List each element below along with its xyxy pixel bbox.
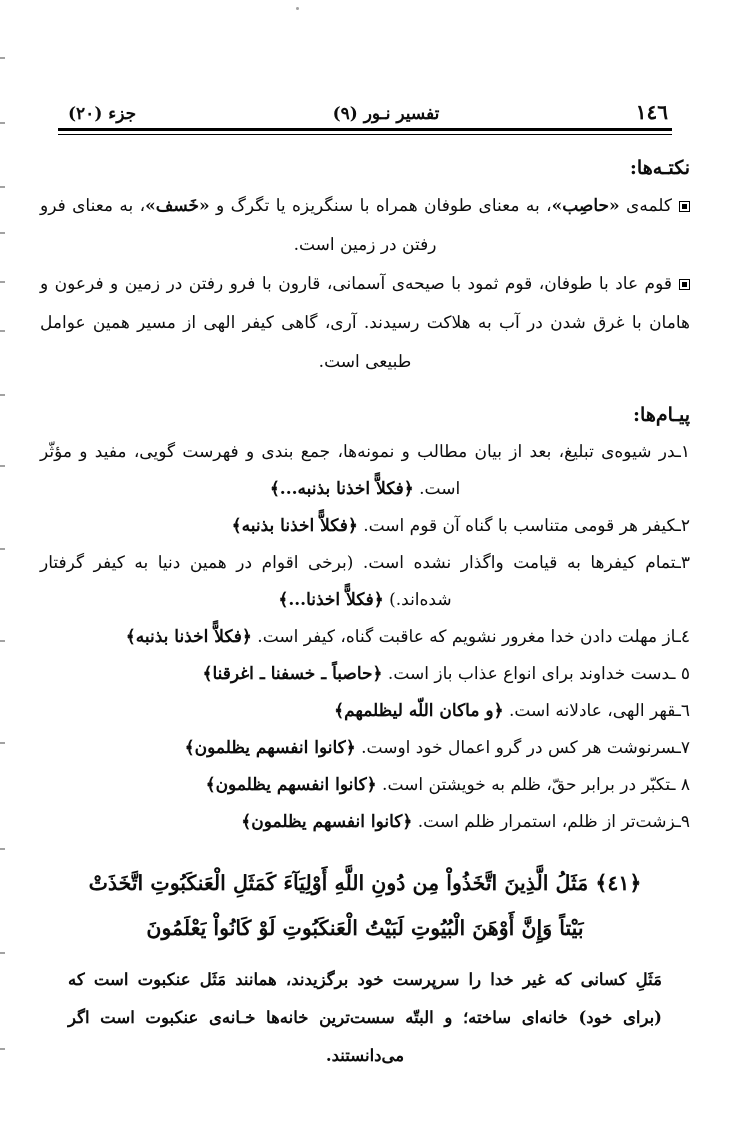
scan-artifact [0,952,5,954]
scan-artifact [0,548,5,550]
message-text: سرنوشت هر کس در گرو اعمال خود اوست. [355,738,676,758]
quran-citation: ﴿حاصباً ـ خسفنا ـ اغرقنا﴾ [202,664,383,684]
message-item-4 [40,619,690,656]
message-item-5 [40,656,690,693]
scan-artifact [0,232,5,234]
quran-citation: ﴿كانوا انفسهم يظلمون﴾ [241,812,413,832]
scan-artifact [296,7,299,10]
note-term-hasib: «حاصِب» [551,196,620,216]
message-text: از مهلت دادن خدا مغرور نشویم که عاقبت گناه، کیفر است. [251,627,676,647]
message-text: کیفر هر قومی متناسب با گناه آن قوم است. [357,516,676,536]
square-bullet-icon [679,201,690,212]
message-number: ٦ـ [675,701,690,721]
message-number: ١ـ [675,442,690,462]
note-term-khasf: «خَسف» [145,196,210,216]
message-item-9 [40,804,690,841]
note-item [40,187,690,265]
quran-citation: ﴿و ماكان اللّه ليظلمهم﴾ [334,701,504,721]
message-item-2 [40,508,690,545]
message-number: ٧ـ [675,738,690,758]
book-title: تفسير نـور (٩) [332,104,440,124]
message-number: ٩ـ [675,812,690,832]
juz-label: جزء (٢٠) [68,104,137,124]
message-number: ٢ـ [675,516,690,536]
quran-citation: ﴿كانوا انفسهم يظلمون﴾ [205,775,377,795]
header-double-rule [58,128,672,135]
quran-verse-line: ﴿٤١﴾ مَثَلُ الَّذِينَ اتَّخَذُواْ مِن دُونِ اللَّهِ أَوْلِيَآءَ كَمَثَلِ الْعَنكَبُوتِ اتَّخَذَتْ [88,871,642,895]
quran-verse-line: بَيْتاً وَإِنَّ أَوْهَنَ الْبُيُوتِ لَبَيْتُ الْعَنكَبُوتِ لَوْ كَانُواْ يَعْلَمُونَ [146,916,584,940]
note-text: قوم عاد با طوفان، قوم ثمود با صیحه‌ی آسمانی، قارون با فرو رفتن در زمین و فرعون و هامان با غرق شدن در آب به هلاکت رسیدند. آری، گاهی کیفر الهی از مسیر همین عوامل طبیعی است. [40,274,690,372]
message-item-8 [40,767,690,804]
page-header [68,94,668,124]
note-text: ، به معنای طوفان همراه با سنگریزه یا تگرگ و [209,196,552,216]
note-text: ، به معنای فرو رفتن در زمین است. [40,196,437,255]
quran-citation: ﴿فكلاًّ اخذنا بذنبه﴾ [125,627,252,647]
note-text: كلمه‌ی [619,196,672,216]
note-item [40,265,690,382]
quran-verse-block [30,861,700,951]
square-bullet-icon [679,279,690,290]
scan-artifact [0,640,5,642]
message-text: زشت‌تر از ظلم، استمرار ظلم است. [412,812,676,832]
messages-heading: پيـام‌ها: [633,404,690,426]
verse-translation: مَثَلِ کسانی که غیر خدا را سرپرست خود برگزیدند، همانند مَثَل عنکبوت است که (برای خود) خانه‌ای ساخته؛ و البتّه سست‌ترین خانه‌ها خـانه‌ی عنکبوت است اگر می‌دانستند. [68,970,663,1065]
scan-artifact [0,186,5,188]
message-number: ٨ ـ [670,775,690,795]
notes-list [40,187,690,382]
scan-artifact [0,57,5,59]
message-text: دست خداوند برای انواع عذاب باز است. [382,664,671,684]
quran-citation: ﴿فكلاًّ اخذنا...﴾ [278,590,384,610]
scan-artifact [0,742,5,744]
messages-list [40,434,690,841]
message-number: ٣ـ [675,553,690,573]
scan-artifact [0,848,5,850]
message-number: ٥ ـ [670,664,690,684]
message-text: تمام کیفرها به قیامت واگذار نشده است. (برخی اقوام در همین دنیا به کیفر گرفتار شده‌اند.) [40,553,676,610]
quran-citation: ﴿فكلاًّ اخذنا بذنبه...﴾ [269,479,414,499]
message-number: ٤ـ [675,627,690,647]
scan-artifact [0,465,5,467]
message-text: تکبّر در برابر حقّ، ظلم به خویشتن است. [376,775,671,795]
message-text: در شیوه‌ی تبلیغ، بعد از بیان مطالب و نمونه‌ها، جمع بندی و فهرست گویی، مفید و مؤثّر است. [40,442,676,499]
quran-citation: ﴿كانوا انفسهم يظلمون﴾ [184,738,356,758]
page-number: ١٤٦ [635,100,668,124]
scan-artifact [0,394,5,396]
quran-citation: ﴿فكلاًّ اخذنا بذنبه﴾ [231,516,358,536]
message-text: قهر الهی، عادلانه است. [503,701,676,721]
scan-artifact [0,1048,5,1050]
scan-artifact [0,122,5,124]
scan-artifact [0,330,5,332]
notes-heading: نكتـه‌ها: [629,157,690,179]
message-item-7 [40,730,690,767]
message-item-3 [40,545,690,619]
message-item-6 [40,693,690,730]
message-item-1 [40,434,690,508]
scan-artifact [0,281,5,283]
